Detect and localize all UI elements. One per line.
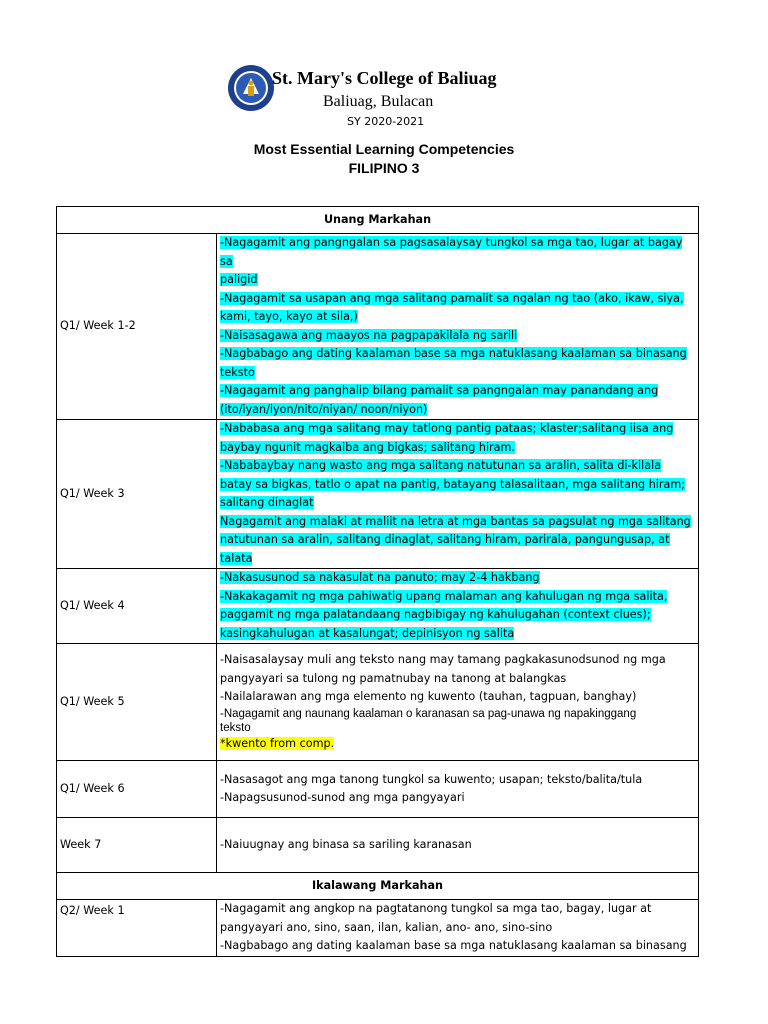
- competency-line: (ito/iyan/iyon/nito/niyan/ noon/niyon): [220, 402, 428, 416]
- quarter-heading: Unang Markahan: [57, 207, 699, 234]
- competency-line: -Nagagamit ang panghalip bilang pamalit sa pangngalan may panandang ang: [220, 384, 659, 397]
- table-row: [57, 234, 699, 420]
- competency-line: teksto: [220, 365, 255, 379]
- week-label: Q1/ Week 1-2: [57, 234, 217, 420]
- competency-cell: [217, 420, 699, 569]
- document-header: [0, 60, 768, 130]
- competency-line: -Nagagamit ang angkop na pagtatanong tungkol sa mga tao, bagay, lugar at: [220, 902, 652, 915]
- table-row: [57, 569, 699, 644]
- competency-line: teksto: [220, 721, 251, 734]
- competency-line: batay sa bigkas, tatlo o apat na pantig, batayang talasalitaan, mga salitang hiram;: [220, 477, 686, 491]
- quarter-heading-row: [57, 873, 699, 900]
- competency-line: -Nagagamit sa usapan ang mga salitang pamalit sa ngalan ng tao (ako, ikaw, siya,: [220, 291, 684, 305]
- competency-line: paggamit ng mga palatandaang nagbibigay ng kahulugahan (context clues);: [220, 608, 651, 621]
- table-row: [57, 420, 699, 569]
- competency-cell: [217, 569, 699, 644]
- week-label: Q1/ Week 5: [57, 644, 217, 761]
- table-row: [57, 818, 699, 873]
- competency-line: salitang dinaglat: [220, 496, 314, 509]
- competency-line: pangyayari ano, sino, saan, ilan, kalian, ano- ano, sino-sino: [220, 920, 553, 934]
- competency-cell: [217, 818, 699, 873]
- competency-cell: [217, 644, 699, 761]
- note-line: *kwento from comp.: [220, 736, 335, 750]
- table-row: [57, 644, 699, 761]
- competency-cell: [217, 900, 699, 957]
- document-title: Most Essential Learning Competencies: [253, 141, 515, 157]
- competency-line: -Nasasagot ang mga tanong tungkol sa kuwento; usapan; teksto/balita/tula: [220, 772, 643, 786]
- competency-line: -Naisasalaysay muli ang teksto nang may tamang pagkakasunodsunod ng mga: [220, 653, 666, 666]
- competency-line: -Nababaybay nang wasto ang mga salitang natutunan sa aralin, salita di-kilala: [220, 459, 662, 472]
- competency-cell: [217, 234, 699, 420]
- competency-line: -Nagbabago ang dating kaalaman base sa mga natuklasang kaalaman sa binasang: [220, 939, 687, 952]
- competency-line: kasingkahulugan at kasalungat; depinisyon ng salita: [220, 626, 515, 640]
- table-row: [57, 900, 699, 957]
- school-name: St. Mary's College of Baliuag: [272, 68, 497, 88]
- competency-line: -Nakasusunod sa nakasulat na panuto; may 2-4 hakbang: [220, 571, 540, 584]
- week-label: Q1/ Week 4: [57, 569, 217, 644]
- week-label: Q2/ Week 1: [57, 900, 217, 957]
- competency-line: -Nailalarawan ang mga elemento ng kuwento (tauhan, tagpuan, banghay): [220, 690, 637, 703]
- competencies-table: [56, 206, 699, 957]
- competency-line: -Nakakagamit ng mga pahiwatig upang malaman ang kahulugan ng mga salita,: [220, 589, 668, 603]
- school-year: SY 2020-2021: [347, 115, 425, 128]
- competency-line: -Nagagamit ang pangngalan sa pagsasalaysay tungkol sa mga tao, lugar at bagay sa: [220, 236, 683, 268]
- week-label: Q1/ Week 6: [57, 761, 217, 818]
- quarter-heading-row: [57, 207, 699, 234]
- table-row: [57, 761, 699, 818]
- competency-line: -Naiuugnay ang binasa sa sariling karanasan: [220, 837, 472, 851]
- competency-line: -Nagbabago ang dating kaalaman base sa mga natuklasang kaalaman sa binasang: [220, 347, 687, 360]
- competency-line: -Napagsusunod-sunod ang mga pangyayari: [220, 791, 465, 804]
- school-location: Baliuag, Bulacan: [323, 93, 434, 110]
- competency-line: pangyayari sa tulong ng pamatnubay na tanong at balangkas: [220, 671, 567, 685]
- quarter-heading: Ikalawang Markahan: [57, 873, 699, 900]
- competency-line: -Naisasagawa ang maayos na pagpapakilala ng sarili: [220, 328, 518, 342]
- competency-line: -Nababasa ang mga salitang may tatlong pantig pataas; klaster;salitang iisa ang: [220, 422, 674, 435]
- competency-line: -Nagagamit ang naunang kaalaman o karanasan sa pag-unawa ng napakinggang: [220, 707, 637, 720]
- week-label: Week 7: [57, 818, 217, 873]
- competency-line: Nagagamit ang malaki at maliit na letra at mga bantas sa pagsulat ng mga salitang: [220, 514, 691, 528]
- competency-line: baybay ngunit magkaiba ang bigkas; salitang hiram.: [220, 440, 515, 454]
- competency-cell: [217, 761, 699, 818]
- subject-title: FILIPINO 3: [348, 160, 420, 176]
- competency-line: natutunan sa aralin, salitang dinaglat, salitang hiram, parirala, pangungusap, at: [220, 533, 670, 546]
- competency-line: talata: [220, 551, 253, 565]
- competency-line: paligid: [220, 273, 258, 286]
- school-seal-icon: [227, 64, 275, 112]
- competency-line: kami, tayo, kayo at sila,): [220, 310, 358, 323]
- week-label: Q1/ Week 3: [57, 420, 217, 569]
